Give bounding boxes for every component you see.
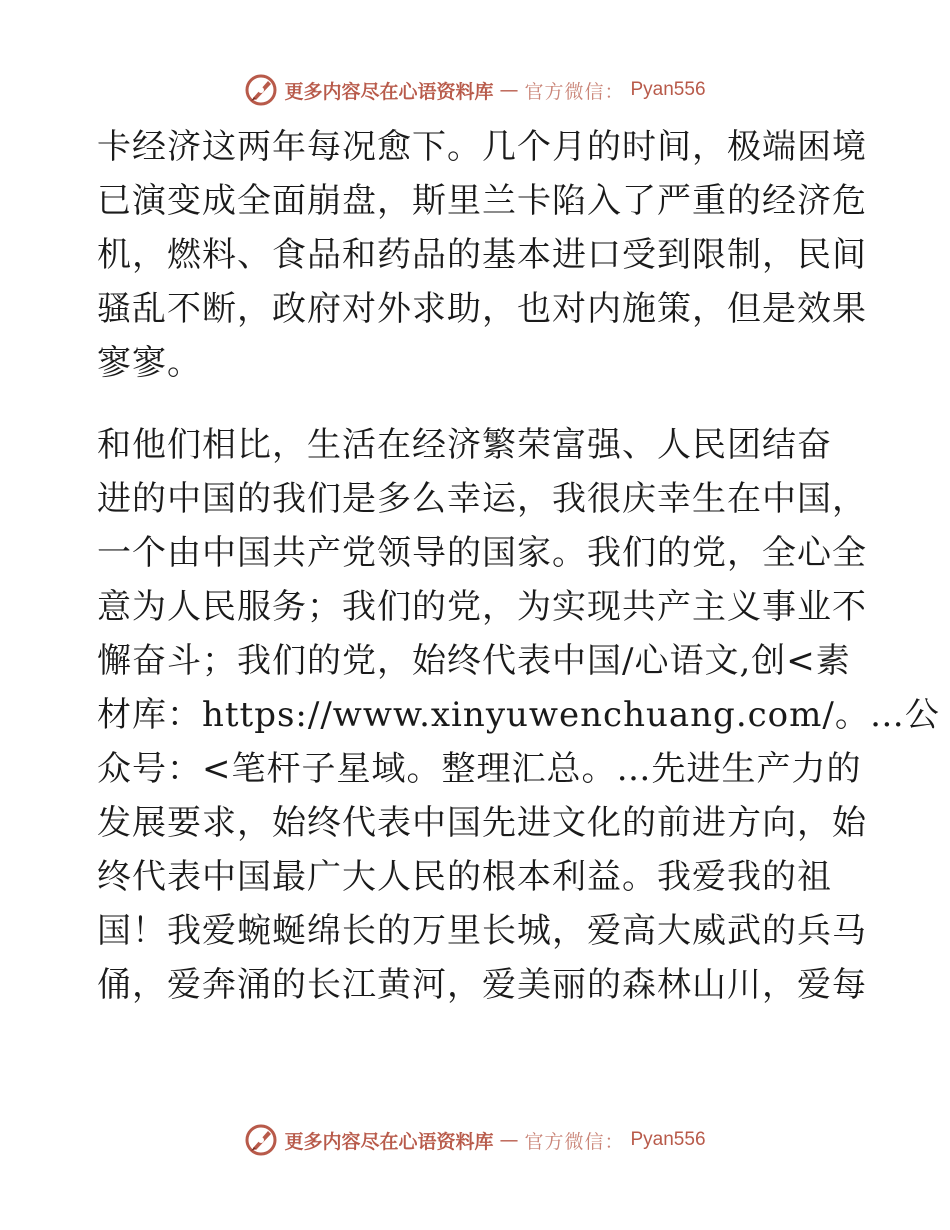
quill-logo-icon <box>244 73 278 107</box>
header-banner <box>0 70 950 110</box>
quill-logo-icon <box>244 1123 278 1157</box>
text-line: 国！我爱蜿蜒绵长的万里长城，爱高大威武的兵马 <box>97 911 867 951</box>
footer-site-text: 更多内容尽在心语资料库 <box>284 1130 494 1153</box>
text-line: 懈奋斗；我们的党，始终代表中国/心语文,创<素 <box>97 641 851 681</box>
text-line: 机，燃料、食品和药品的基本进口受到限制，民间 <box>97 235 867 275</box>
text-line: 进的中国的我们是多么幸运，我很庆幸生在中国， <box>97 479 867 519</box>
paragraph-2 <box>97 418 940 1012</box>
body-text <box>97 120 940 1012</box>
text-line: 终代表中国最广大人民的根本利益。我爱我的祖 <box>97 857 832 897</box>
header-dash: — <box>499 79 519 101</box>
footer-wechat-id: Pyan556 <box>630 1129 706 1150</box>
text-line: 和他们相比，生活在经济繁荣富强、人民团结奋 <box>97 425 832 465</box>
footer-banner <box>0 1120 950 1160</box>
text-line: 俑，爱奔涌的长江黄河，爱美丽的森林山川，爱每 <box>97 965 867 1005</box>
text-line: 一个由中国共产党领导的国家。我们的党，全心全 <box>97 533 867 573</box>
text-line: 已演变成全面崩盘，斯里兰卡陷入了严重的经济危 <box>97 181 867 221</box>
header-wechat-id: Pyan556 <box>630 79 706 100</box>
text-line: 众号：<笔杆子星域。整理汇总。…先进生产力的 <box>97 749 862 789</box>
header-site-text: 更多内容尽在心语资料库 <box>284 80 494 103</box>
text-line: 意为人民服务；我们的党，为实现共产主义事业不 <box>97 587 867 627</box>
paragraph-spacer <box>97 390 857 418</box>
text-line: 骚乱不断，政府对外求助，也对内施策，但是效果 <box>97 289 867 329</box>
text-line: 卡经济这两年每况愈下。几个月的时间，极端困境 <box>97 127 867 167</box>
paragraph-1 <box>97 120 867 390</box>
footer-wechat-label: 官方微信： <box>524 1130 625 1153</box>
text-line: 发展要求，始终代表中国先进文化的前进方向，始 <box>97 803 867 843</box>
footer-dash: — <box>499 1129 519 1151</box>
text-line: 材库：https://www.xinyuwenchuang.com/。…公 <box>97 695 940 735</box>
header-wechat-label: 官方微信： <box>524 80 625 103</box>
text-line: 寥寥。 <box>97 343 202 383</box>
